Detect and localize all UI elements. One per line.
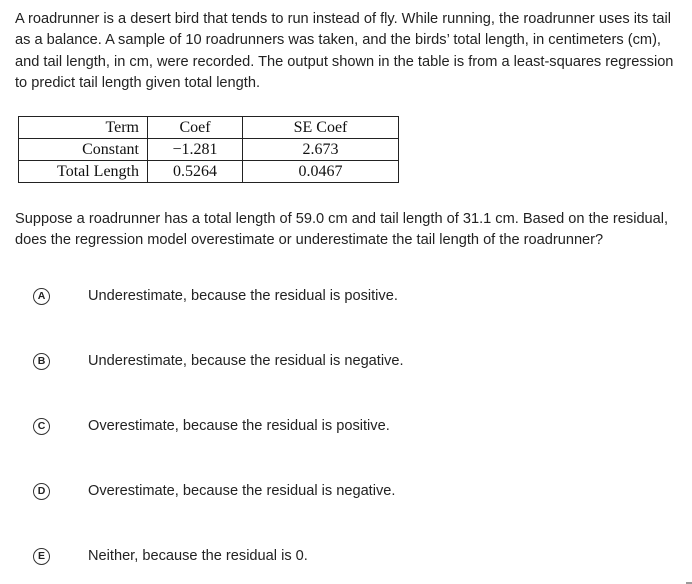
- option-text[interactable]: Underestimate, because the residual is negative.: [88, 353, 404, 369]
- problem-intro: A roadrunner is a desert bird that tends to run instead of fly. While running, the roadrunner uses its tail as a balance. A sample of 10 roadrunners was taken, and the birds’ total length, in centimeters (cm), and tail length, in cm, were recorded. The output shown in the table is from a least-squares regression to predict tail length given total length.: [15, 11, 674, 91]
- question-text: Suppose a roadrunner has a total length of 59.0 cm and tail length of 31.1 cm. Based on the residual, does the regression model overestimate or underestimate the tail length of the roadrunner?: [15, 211, 669, 249]
- option-letter-badge[interactable]: A: [33, 288, 50, 305]
- header-coef: Coef: [148, 117, 243, 139]
- option-text[interactable]: Underestimate, because the residual is positive.: [88, 288, 398, 304]
- regression-output-table: [18, 116, 399, 183]
- se-coef-cell: 0.0467: [243, 161, 399, 183]
- option-text[interactable]: Neither, because the residual is 0.: [88, 548, 308, 564]
- option-letter-badge[interactable]: B: [33, 353, 50, 370]
- coef-cell: −1.281: [148, 139, 243, 161]
- answer-option-c[interactable]: [33, 416, 390, 436]
- option-letter-badge[interactable]: D: [33, 483, 50, 500]
- answer-option-a[interactable]: [33, 286, 398, 306]
- table-header-row: [19, 117, 399, 139]
- option-letter-badge[interactable]: E: [33, 548, 50, 565]
- term-cell: Total Length: [19, 161, 148, 183]
- coef-cell: 0.5264: [148, 161, 243, 183]
- se-coef-cell: 2.673: [243, 139, 399, 161]
- answer-option-b[interactable]: [33, 351, 404, 371]
- option-text[interactable]: Overestimate, because the residual is negative.: [88, 483, 396, 499]
- header-term: Term: [19, 117, 148, 139]
- header-se-coef: SE Coef: [243, 117, 399, 139]
- answer-option-e[interactable]: [33, 546, 308, 566]
- option-letter-badge[interactable]: C: [33, 418, 50, 435]
- option-text[interactable]: Overestimate, because the residual is positive.: [88, 418, 390, 434]
- table-row: [19, 139, 399, 161]
- answer-option-d[interactable]: [33, 481, 396, 501]
- term-cell: Constant: [19, 139, 148, 161]
- table-row: [19, 161, 399, 183]
